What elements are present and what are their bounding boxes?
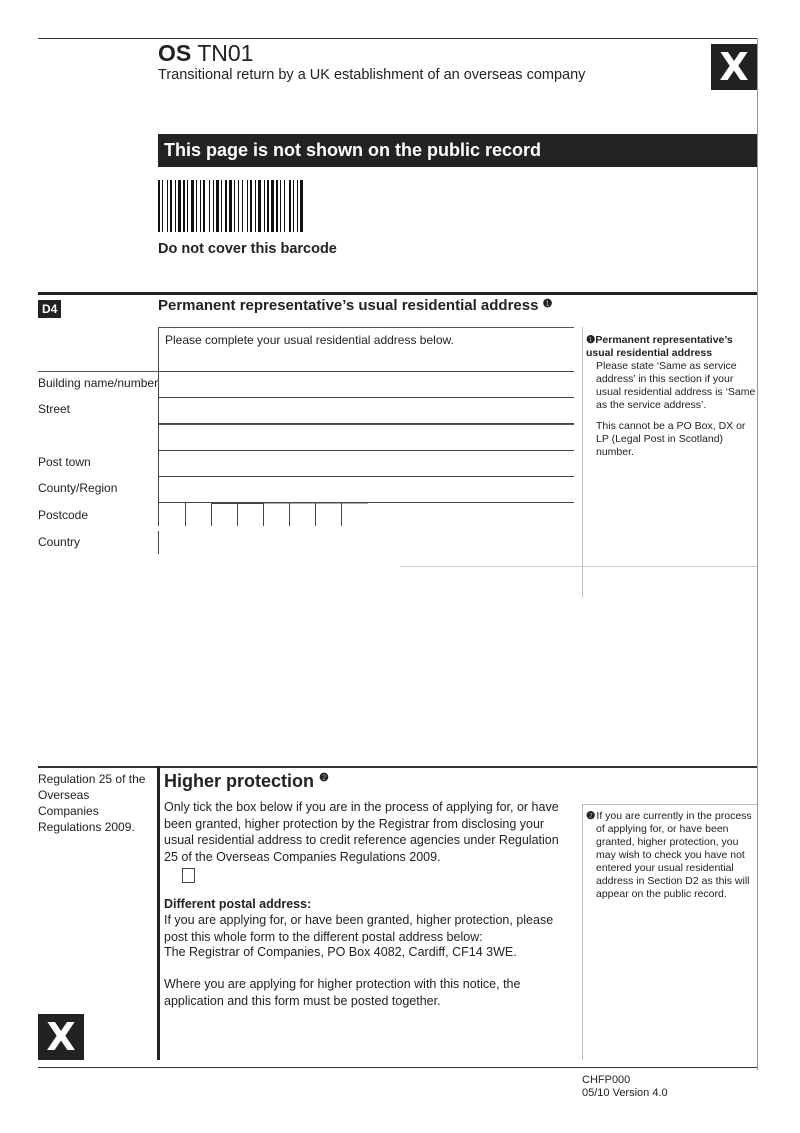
note-marker-2: ❷	[319, 772, 329, 784]
section-d4-tag: D4	[38, 300, 61, 318]
higher-protection-para2: If you are applying for, or have been granted, higher protection, please post this whole form to the different postal address below:	[164, 913, 554, 944]
regulation-side-label: Regulation 25 of the Overseas Companies Regulations 2009.	[38, 772, 146, 834]
barcode-bar	[284, 180, 285, 232]
barcode-bar	[167, 180, 168, 232]
higher-protection-para1: Only tick the box below if you are in the process of applying for, or have been granted, higher protection by the Registrar from disclosing your usual residential address to credit reference agencies under Regulation 25 of the Overseas Companies Regulations 2009.	[164, 800, 559, 864]
label-post-town: Post town	[38, 455, 91, 469]
barcode-bar	[250, 180, 252, 232]
barcode-bar	[158, 180, 160, 232]
post-town-input[interactable]	[158, 451, 574, 477]
street-line2-input[interactable]	[158, 425, 574, 451]
postcode-cell-1	[158, 503, 159, 526]
label-building: Building name/number	[38, 376, 159, 390]
barcode-bar	[234, 180, 235, 232]
label-rule-1	[38, 371, 158, 372]
higher-protection-rule	[38, 766, 757, 768]
postal-address-heading: Different postal address:	[164, 897, 312, 911]
x-mark-bottom: X	[38, 1014, 84, 1060]
barcode-bar	[293, 180, 294, 232]
address-instruction: Please complete your usual residential address below.	[165, 333, 454, 347]
higher-protection-title	[164, 771, 329, 792]
barcode-bar	[221, 180, 222, 232]
country-input[interactable]	[158, 531, 574, 554]
note-1-text-1: Please state ‘Same as service address’ in this section if your usual residential address is ‘Same as the service address’.	[596, 360, 756, 411]
barcode-bar	[229, 180, 232, 232]
form-code	[158, 40, 253, 67]
barcode-bar	[289, 180, 291, 232]
barcode-bar	[271, 180, 274, 232]
note-1-bottom-rule	[400, 566, 757, 567]
barcode-graphic	[158, 180, 428, 232]
barcode-bar	[297, 180, 298, 232]
barcode-bar	[238, 180, 239, 232]
right-page-edge	[757, 38, 758, 1070]
barcode-bar	[183, 180, 185, 232]
barcode-bar	[247, 180, 248, 232]
section-d4-title	[158, 297, 553, 314]
barcode-bar	[242, 180, 243, 232]
barcode-bar	[209, 180, 210, 232]
note-1-marker: ❶	[586, 334, 596, 346]
x-mark-top: X	[711, 44, 757, 90]
barcode-caption: Do not cover this barcode	[158, 241, 337, 257]
higher-protection-para3: Where you are applying for higher protection with this notice, the application and this form must be posted together.	[164, 977, 521, 1008]
county-region-input[interactable]	[158, 477, 574, 503]
note-1-heading	[586, 334, 756, 360]
note-2	[586, 810, 756, 901]
form-subtitle: Transitional return by a UK establishment of an overseas company	[158, 67, 586, 83]
barcode-bar	[213, 180, 214, 232]
section-d4-title-text: Permanent representative’s usual residential address	[158, 297, 539, 314]
postcode-cell-4	[237, 503, 238, 526]
barcode-bar	[280, 180, 281, 232]
label-street: Street	[38, 402, 71, 416]
barcode-bar	[267, 180, 269, 232]
barcode-bar	[191, 180, 194, 232]
note-1-divider	[582, 327, 583, 597]
label-postcode: Postcode	[38, 508, 89, 522]
footer	[582, 1074, 668, 1100]
higher-protection-title-text: Higher protection	[164, 771, 315, 791]
postcode-cell-5	[263, 503, 264, 526]
barcode-bar	[170, 180, 172, 232]
note-marker-1: ❶	[542, 298, 553, 310]
barcode-bar	[300, 180, 303, 232]
barcode-bar	[276, 180, 278, 232]
not-public-banner: This page is not shown on the public record	[158, 134, 757, 167]
barcode-bar	[196, 180, 197, 232]
note-2-top-rule	[582, 804, 757, 805]
postcode-cell-2	[185, 503, 186, 526]
barcode-bar	[225, 180, 227, 232]
barcode-bar	[175, 180, 176, 232]
higher-protection-left-bar	[157, 766, 160, 1060]
label-county: County/Region	[38, 481, 118, 495]
postcode-cell-6	[289, 503, 290, 526]
barcode-bar	[178, 180, 181, 232]
barcode-bar	[264, 180, 265, 232]
postcode-cell-8	[341, 503, 342, 526]
barcode-bar	[187, 180, 188, 232]
form-code-number: TN01	[197, 40, 254, 66]
higher-protection-checkbox[interactable]	[182, 868, 195, 883]
barcode-bar	[216, 180, 219, 232]
note-1	[586, 334, 756, 459]
note-2-marker: ❷	[586, 810, 596, 822]
top-rule	[38, 38, 757, 39]
note-1-title: Permanent representative’s usual residential address	[586, 334, 733, 359]
note-2-divider	[582, 804, 583, 1060]
barcode-bar	[200, 180, 201, 232]
label-country: Country	[38, 535, 81, 549]
postcode-top-a	[211, 503, 263, 504]
barcode-bar	[203, 180, 205, 232]
bottom-rule	[38, 1067, 757, 1068]
note-1-text-2: This cannot be a PO Box, DX or LP (Legal Post in Scotland) number.	[596, 420, 746, 458]
barcode-bar	[258, 180, 261, 232]
instruction-box	[158, 327, 574, 372]
barcode-bar	[162, 180, 163, 232]
section-d4-rule	[38, 292, 757, 295]
postcode-cell-3	[211, 503, 212, 526]
footer-code: CHFP000	[582, 1074, 631, 1086]
form-code-prefix: OS	[158, 40, 192, 66]
building-name-input[interactable]	[158, 372, 574, 398]
note-2-text: If you are currently in the process of applying for, or have been granted, higher protection, you may wish to check you have not entered your usual residential address in Section D2 as this will appear on the public record.	[596, 810, 752, 900]
street-line1-input[interactable]	[158, 398, 574, 424]
registrar-address: The Registrar of Companies, PO Box 4082, Cardiff, CF14 3WE.	[164, 945, 517, 959]
barcode-bar	[255, 180, 256, 232]
postcode-cell-7	[315, 503, 316, 526]
footer-version: 05/10 Version 4.0	[582, 1087, 668, 1099]
